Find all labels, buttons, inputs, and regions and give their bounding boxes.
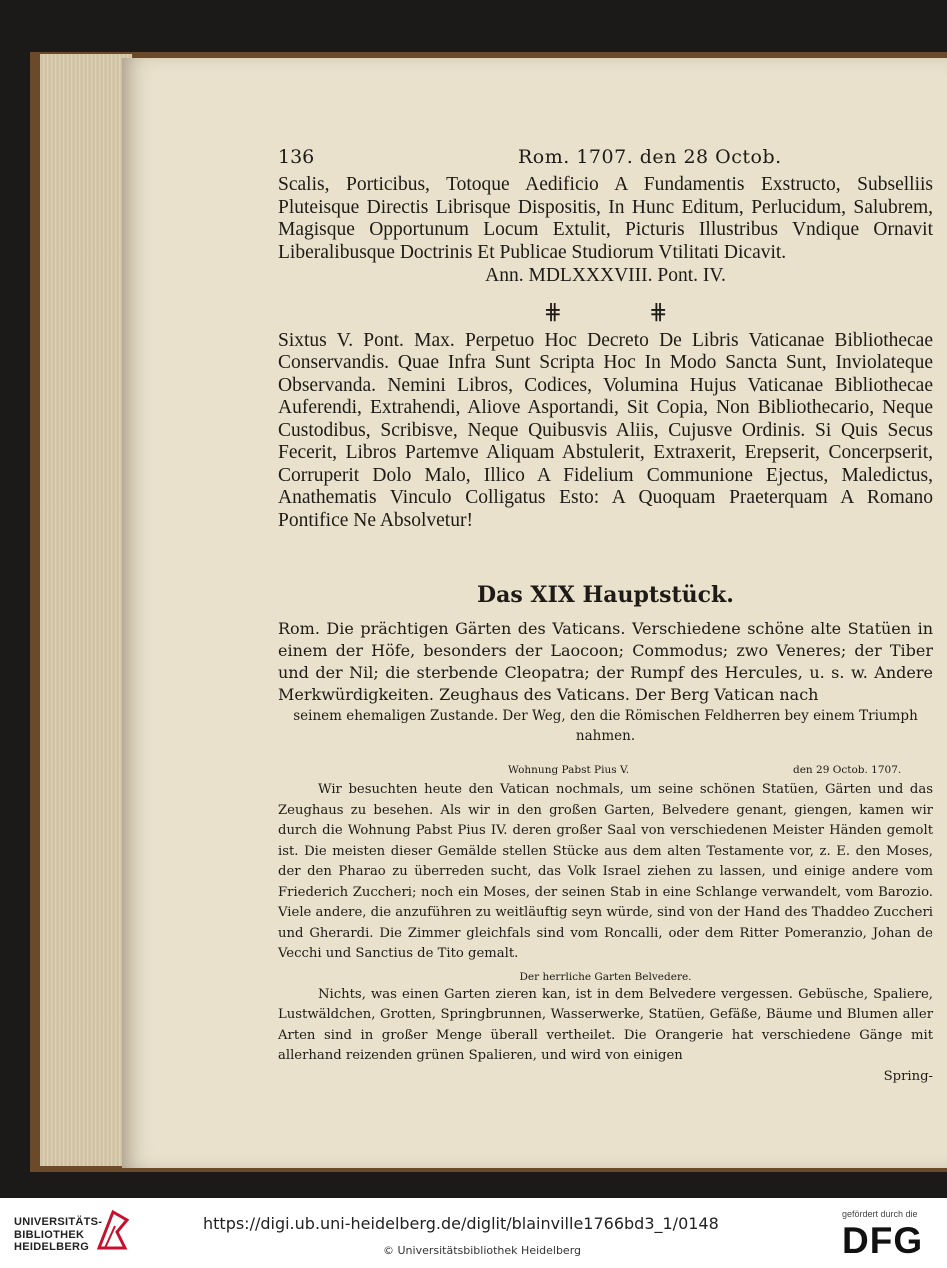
chapter-summary-continued: seinem ehemaligen Zustande. Der Weg, den die Römischen Feldherren bey einem Triumph nahmen. bbox=[293, 708, 918, 744]
library-line-3: HEIDELBERG bbox=[14, 1241, 90, 1253]
latin-decree: Sixtus V. Pont. Max. Perpetuo Hoc Decreto De Libris Vaticanae Bibliothecae Conservandis. Quae Infra Sunt Scripta Hoc In Modo Sancta Sunt, Inviolateque Observanda. Nemini Libros, Codices, Volumina Hujus Vaticanae Bibliothecae Auferendi, Extrahendi, Aliove Asportandi, Sit Copia, Non Bibliothecario, Neque Custodibus, Scribisve, Neque Quibusvis Aliis, Cujusve Ordinis. Si Quis Secus Fecerit, Libros Partemve Aliquam Abstulerit, Extraxerit, Erepserit, Concerpserit, Corruperit Dolo Malo, Illico A Fidelium Communione Ejectus, Maledictus, Anathematis Vinculo Colligatus Esto: A Quoquam Praeterquam A Romano Pontifice Ne Absolvetur! bbox=[278, 329, 933, 531]
marginal-notes bbox=[278, 760, 933, 780]
divider-ornament-right: ⋕ bbox=[649, 299, 668, 325]
inscription-date: Ann. MDLXXXVIII. Pont. IV. bbox=[485, 265, 726, 286]
paragraph-vatican-visit: Wir besuchten heute den Vatican nochmals, um seine schönen Statüen, Gärten und das Zeughaus zu besehen. Als wir in den großen Garten, Belvedere genant, giengen, kamen wir durch die Wohnung Pabst Pius IV. deren großer Saal von verschiedenen Meister Händen gemolt ist. Die meisten dieser Gemälde stellen Stücke aus dem alten Testamente vor, z. E. den Moses, der den Pharao zu überreden sucht, das Volk Israel ziehen zu lassen, und einige andere vom Friederich Zuccheri; noch ein Moses, der seinen Stab in eine Schlange verwandelt, vom Barozio. Viele andere, die anzuführen zu weitläuftig seyn würde, sind von der Hand des Thaddeo Zuccheri und Gherardi. Die Zimmer gleichfals sind vom Roncalli, oder dem Ritter Pomeranzio, Johan de Vecchi und Sanctius de Tito gemalt. bbox=[278, 782, 933, 961]
funding-label: gefördert durch die bbox=[842, 1209, 918, 1219]
note-location: Wohnung Pabst Pius V. bbox=[508, 764, 630, 776]
dfg-logo[interactable]: DFG bbox=[842, 1220, 924, 1261]
catchword: Spring- bbox=[883, 1068, 933, 1084]
subheading-belvedere: Der herrliche Garten Belvedere. bbox=[519, 970, 692, 983]
page-content bbox=[278, 140, 933, 1087]
copyright-notice: © Universitätsbibliothek Heidelberg bbox=[383, 1244, 582, 1257]
viewer-footer bbox=[0, 1198, 947, 1268]
library-line-1: UNIVERSITÄTS- bbox=[14, 1216, 103, 1228]
page-stack-edge bbox=[40, 54, 132, 1166]
divider-ornament-left: ⋕ bbox=[543, 299, 562, 325]
section-divider bbox=[278, 296, 933, 330]
latin-inscription: Scalis, Porticibus, Totoque Aedificio A Fundamentis Exstructo, Subselliis Pluteisque Directis Librisque Dispositis, In Hunc Editum, Perlucidum, Salubrem, Magisque Opportunum Locum Extulit, Picturis Illustribus Vndique Ornavit Liberalibusque Doctrinis Et Publicae Studiorum Vtilitati Dicavit. bbox=[278, 174, 933, 263]
library-logo-text bbox=[14, 1216, 102, 1254]
running-title: Rom. 1707. den 28 Octob. bbox=[518, 146, 782, 168]
paragraph-belvedere: Nichts, was einen Garten zieren kan, ist in dem Belvedere vergessen. Gebüsche, Spaliere, Lustwäldchen, Grotten, Springbrunnen, Wasserwerke, Statüen, Gefäße, Bäume und Blumen aller Arten sind in großer Menge überall vertheilet. Die Orangerie hat verschiedene Gänge mit allerhand reizenden grünen Spalieren, und wird von einigen bbox=[278, 986, 933, 1063]
library-line-2: BIBLIOTHEK bbox=[14, 1228, 85, 1241]
document-url-link[interactable]: https://digi.ub.uni-heidelberg.de/diglit/blainville1766bd3_1/0148 bbox=[203, 1214, 719, 1233]
note-date: den 29 Octob. 1707. bbox=[793, 764, 902, 776]
page-number: 136 bbox=[278, 146, 315, 168]
running-head bbox=[278, 140, 933, 174]
chapter-summary: Rom. Die prächtigen Gärten des Vaticans. Verschiedene schöne alte Statüen in einem der Höfe, besonders der Laocoon; Commodus; zwo Veneres; der Tiber und der Nil; die sterbende Cleopatra; der Rumpf des Hercules, u. s. w. Andere Merkwürdigkeiten. Zeughaus des Vaticans. Der Berg Vatican nach bbox=[278, 619, 933, 704]
library-logo-icon bbox=[95, 1208, 131, 1254]
chapter-title: Das XIX Hauptstück. bbox=[477, 582, 734, 608]
